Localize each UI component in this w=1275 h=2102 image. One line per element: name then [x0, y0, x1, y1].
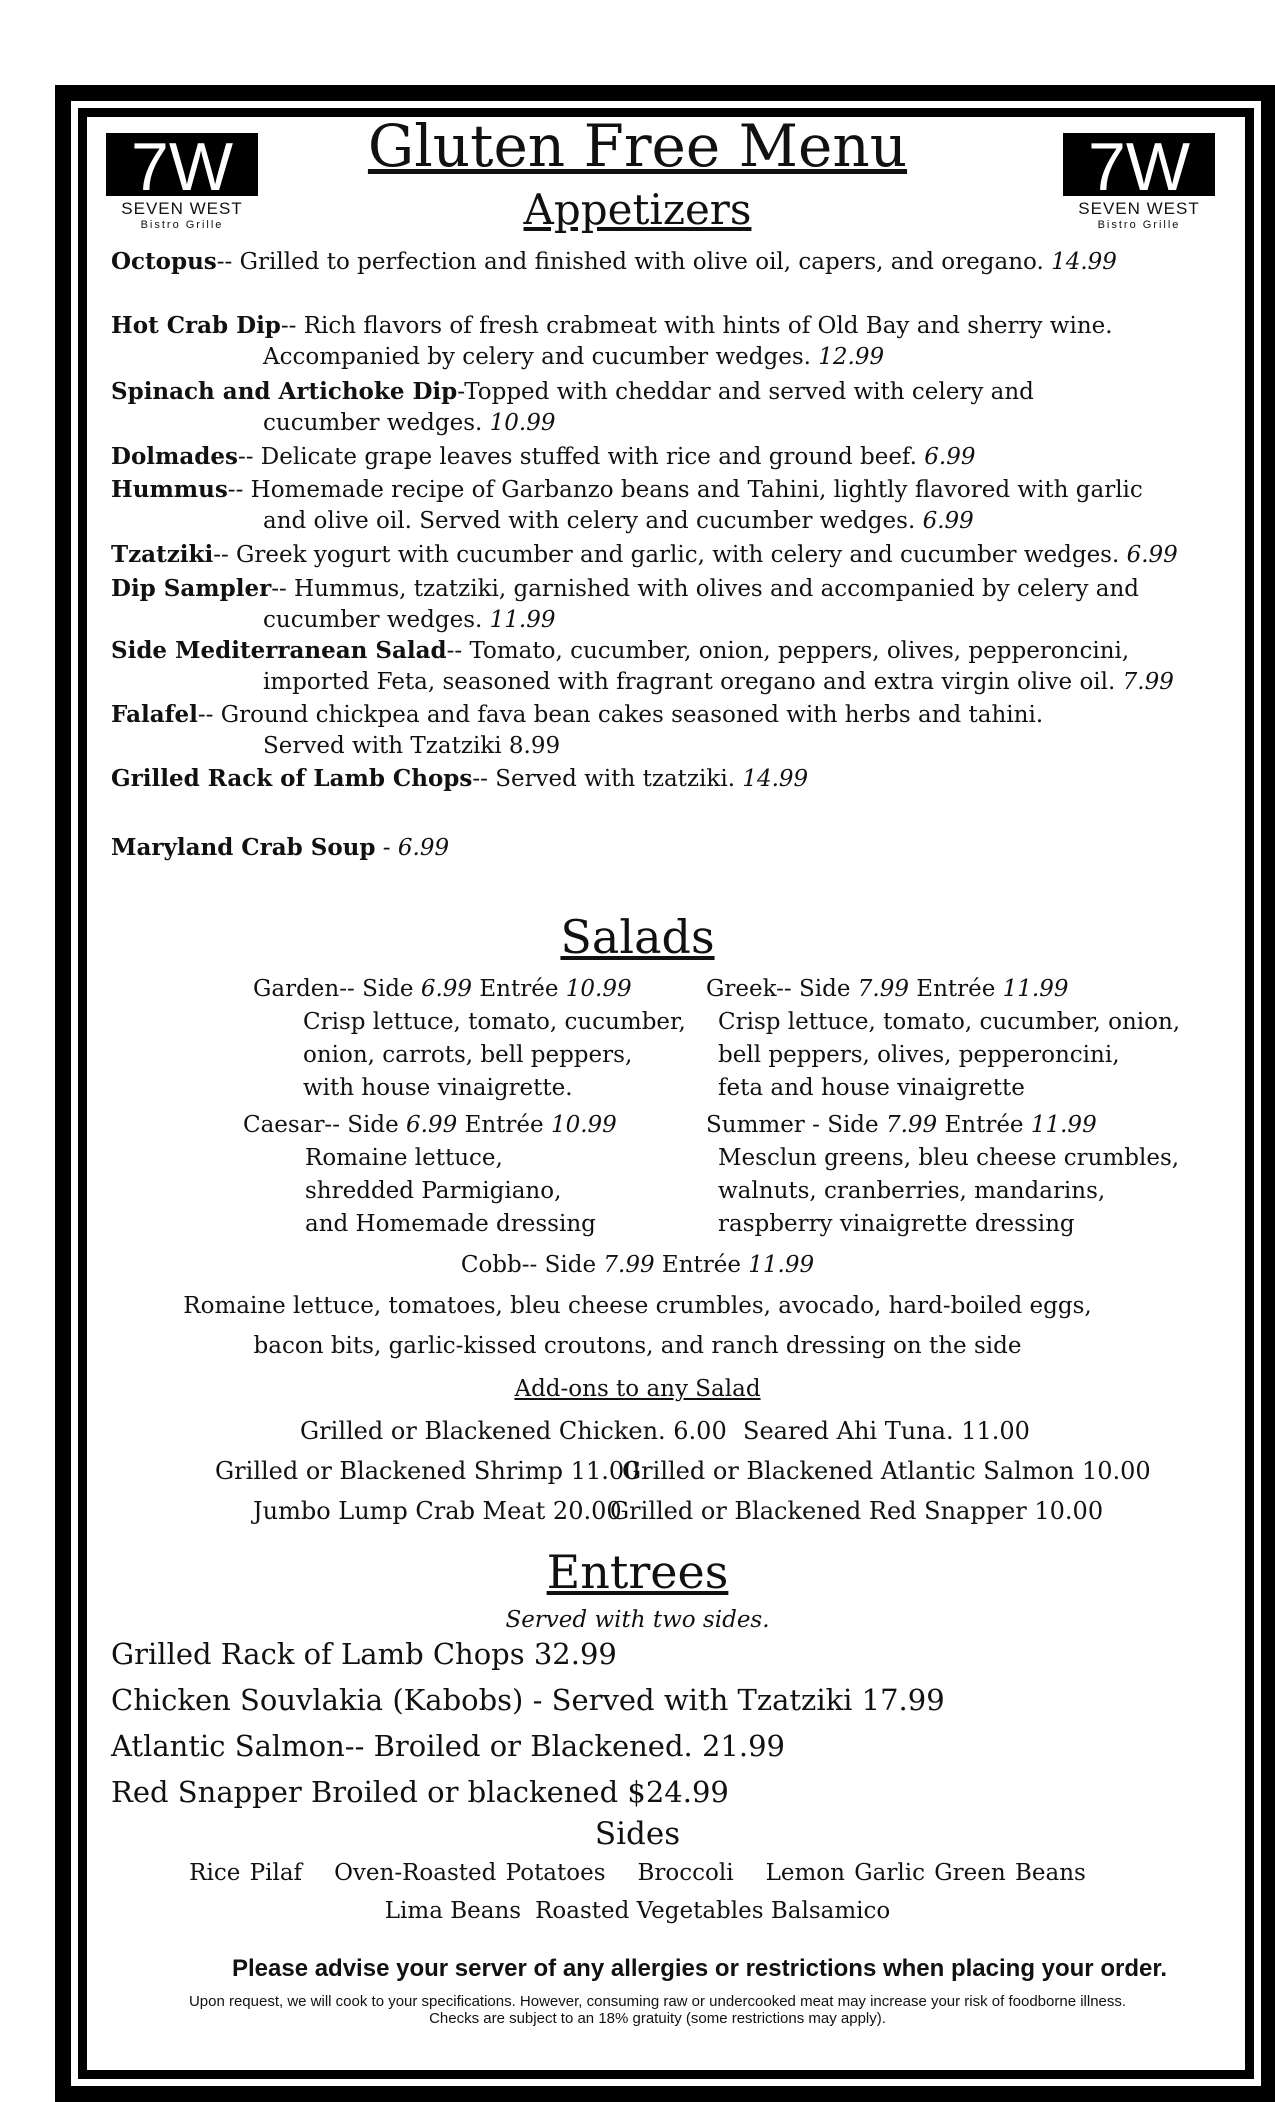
- salad-side-price: 6.99: [420, 976, 473, 1002]
- appetizer-name: Spinach and Artichoke Dip: [111, 378, 458, 405]
- side-item: Lemon Garlic Green Beans: [765, 1860, 1086, 1886]
- salad-description-line: Romaine lettuce, tomatoes, bleu cheese crumbles, avocado, hard-boiled eggs,: [183, 1293, 1092, 1319]
- salad-entree-label: Entrée: [661, 1252, 741, 1278]
- salad-name: Cobb-- Side: [460, 1252, 597, 1278]
- disclaimer-line-2: Checks are subject to an 18% gratuity (some restrictions may apply).: [429, 2010, 886, 2027]
- appetizer-price: 14.99: [742, 766, 809, 792]
- appetizer-item: [111, 575, 1139, 604]
- appetizer-item: [111, 834, 449, 863]
- appetizer-desc-continued: [263, 410, 555, 438]
- appetizer-price: 6.99: [1126, 542, 1178, 568]
- appetizer-price: 7.99: [1122, 669, 1174, 695]
- appetizer-desc-line-2: Accompanied by celery and cucumber wedges.: [263, 344, 811, 370]
- salad-side-price: 6.99: [406, 1112, 458, 1138]
- salad-entree-price: 10.99: [565, 976, 632, 1002]
- appetizer-desc: -- Hummus, tzatziki, garnished with olives and accompanied by celery and: [271, 576, 1140, 602]
- entrees-note: Served with two sides.: [505, 1607, 770, 1633]
- appetizer-name: Octopus: [111, 248, 217, 275]
- side-item: Rice Pilaf: [189, 1860, 303, 1886]
- sides-row: [0, 1898, 1275, 1926]
- salad-entree-price: 11.99: [748, 1252, 815, 1278]
- appetizer-price: 11.99: [489, 607, 556, 633]
- sides-row: [0, 1860, 1275, 1888]
- appetizer-item: [111, 701, 1043, 730]
- appetizer-item: [111, 312, 1113, 341]
- disclaimer-line-1: Upon request, we will cook to your specifications. However, consuming raw or undercooked meat may increase your risk of foodborne illness.: [188, 1993, 1127, 2010]
- salad-entree-price: 11.99: [1002, 976, 1069, 1002]
- appetizer-desc-line-2: Served with Tzatziki 8.99: [263, 733, 561, 759]
- allergy-notice: Please advise your server of any allergies or restrictions when placing your order.: [231, 1955, 1168, 1982]
- appetizer-desc: -- Grilled to perfection and finished with olive oil, capers, and oregano.: [216, 249, 1044, 275]
- appetizer-item: [111, 248, 1117, 277]
- appetizer-name: Dolmades: [111, 443, 238, 470]
- brand-sub: Bistro Grille: [140, 219, 224, 231]
- appetizer-desc: -- Greek yogurt with cucumber and garlic, with celery and cucumber wedges.: [213, 542, 1120, 568]
- appetizer-desc: -: [375, 835, 398, 861]
- addon-item: Grilled or Blackened Shrimp 11.00: [215, 1457, 640, 1485]
- appetizer-desc-line-2: cucumber wedges.: [263, 410, 483, 436]
- appetizer-name: Maryland Crab Soup: [111, 834, 376, 861]
- appetizer-name: Hummus: [111, 476, 228, 503]
- salad-cobb-header: [0, 1252, 1275, 1280]
- brand-name: SEVEN WEST: [121, 199, 243, 218]
- salad-side-price: 7.99: [603, 1252, 655, 1278]
- appetizer-desc-continued: [263, 508, 974, 536]
- salad-summer-header: [706, 1112, 1097, 1140]
- addon-item: Grilled or Blackened Chicken. 6.00: [300, 1417, 727, 1445]
- appetizer-desc-line-2: cucumber wedges.: [263, 607, 483, 633]
- appetizer-desc-continued: [263, 607, 555, 635]
- appetizer-desc-line-2: and olive oil. Served with celery and cucumber wedges.: [263, 508, 916, 534]
- salad-description-line: bell peppers, olives, pepperoncini,: [718, 1042, 1120, 1068]
- appetizer-name: Grilled Rack of Lamb Chops: [111, 765, 473, 792]
- appetizer-name: Side Mediterranean Salad: [111, 637, 447, 664]
- side-item: Lima Beans: [384, 1898, 522, 1924]
- addon-item: Seared Ahi Tuna. 11.00: [743, 1417, 1030, 1445]
- salad-caesar-header: [243, 1112, 617, 1140]
- appetizer-name: Falafel: [111, 701, 198, 728]
- appetizer-item: [111, 443, 975, 472]
- appetizer-item: [111, 476, 1143, 505]
- salad-garden-header: [253, 976, 632, 1004]
- salad-description-line: bacon bits, garlic-kissed croutons, and ranch dressing on the side: [253, 1333, 1022, 1359]
- appetizer-desc: -- Rich flavors of fresh crabmeat with hints of Old Bay and sherry wine.: [280, 313, 1113, 339]
- salad-name: Garden-- Side: [253, 976, 414, 1002]
- brand-name: SEVEN WEST: [1078, 199, 1200, 218]
- svg-text:7W: 7W: [1088, 133, 1190, 196]
- salad-name: Caesar-- Side: [243, 1112, 399, 1138]
- salad-description-line: with house vinaigrette.: [303, 1075, 573, 1101]
- salad-description-line: raspberry vinaigrette dressing: [718, 1211, 1075, 1237]
- addon-item: Grilled or Blackened Atlantic Salmon 10.00: [622, 1457, 1151, 1485]
- salad-name: Summer - Side: [706, 1112, 879, 1138]
- appetizer-item: [111, 378, 1034, 407]
- svg-text:7W: 7W: [131, 133, 233, 196]
- appetizer-item: [111, 637, 1129, 666]
- salad-description-line: Crisp lettuce, tomato, cucumber,: [303, 1009, 686, 1035]
- addon-item: Jumbo Lump Crab Meat 20.00: [253, 1497, 622, 1525]
- salad-entree-label: Entrée: [916, 976, 996, 1002]
- appetizer-item: [111, 541, 1178, 570]
- appetizer-desc: -Topped with cheddar and served with celery and: [457, 379, 1034, 405]
- salad-description-line: Mesclun greens, bleu cheese crumbles,: [718, 1145, 1180, 1171]
- salad-entree-label: Entrée: [464, 1112, 544, 1138]
- salad-description-line: and Homemade dressing: [305, 1211, 596, 1237]
- sides-heading: Sides: [594, 1816, 681, 1852]
- appetizers-heading: Appetizers: [523, 185, 752, 234]
- appetizer-name: Dip Sampler: [111, 575, 272, 602]
- entree-item: Grilled Rack of Lamb Chops 32.99: [111, 1637, 617, 1671]
- side-item: Broccoli: [637, 1860, 734, 1886]
- entrees-heading: Entrees: [546, 1545, 729, 1599]
- salad-description-line: Romaine lettuce,: [305, 1145, 503, 1171]
- salads-heading: Salads: [560, 910, 715, 964]
- addon-item: Grilled or Blackened Red Snapper 10.00: [610, 1497, 1104, 1525]
- salad-description-line: Crisp lettuce, tomato, cucumber, onion,: [718, 1009, 1181, 1035]
- salad-entree-price: 10.99: [550, 1112, 617, 1138]
- side-item: Roasted Vegetables Balsamico: [535, 1898, 891, 1924]
- appetizer-price: 6.99: [924, 444, 976, 470]
- appetizer-desc: -- Served with tzatziki.: [472, 766, 736, 792]
- appetizer-desc: -- Tomato, cucumber, onion, peppers, olives, pepperoncini,: [446, 638, 1130, 664]
- appetizer-desc: -- Homemade recipe of Garbanzo beans and Tahini, lightly flavored with garlic: [227, 477, 1143, 503]
- appetizer-desc: -- Delicate grape leaves stuffed with rice and ground beef.: [237, 444, 917, 470]
- appetizer-price: 10.99: [489, 410, 556, 436]
- appetizer-price: 6.99: [922, 508, 974, 534]
- appetizer-desc-continued: [263, 733, 560, 761]
- entree-item: Atlantic Salmon-- Broiled or Blackened. 21.99: [111, 1729, 785, 1763]
- salad-greek-header: [706, 976, 1069, 1004]
- entree-item: Chicken Souvlakia (Kabobs) - Served with Tzatziki 17.99: [111, 1683, 945, 1717]
- appetizer-price: 14.99: [1051, 249, 1117, 275]
- salad-name: Greek-- Side: [706, 976, 851, 1002]
- appetizer-item: [111, 765, 808, 794]
- appetizer-price: 6.99: [397, 835, 450, 861]
- appetizer-price: 12.99: [818, 344, 885, 370]
- salad-side-price: 7.99: [885, 1112, 938, 1138]
- salad-entree-label: Entrée: [944, 1112, 1024, 1138]
- salad-entree-price: 11.99: [1030, 1112, 1097, 1138]
- salad-description-line: walnuts, cranberries, mandarins,: [718, 1178, 1106, 1204]
- entree-item: Red Snapper Broiled or blackened $24.99: [111, 1775, 729, 1809]
- salad-description-line: shredded Parmigiano,: [305, 1178, 562, 1204]
- side-item: Oven-Roasted Potatoes: [334, 1860, 606, 1886]
- salad-side-price: 7.99: [857, 976, 909, 1002]
- appetizer-name: Hot Crab Dip: [111, 312, 281, 339]
- page-title: Gluten Free Menu: [367, 112, 908, 180]
- appetizer-desc-continued: [263, 669, 1174, 697]
- addons-heading: Add-ons to any Salad: [514, 1376, 761, 1402]
- appetizer-desc-line-2: imported Feta, seasoned with fragrant oregano and extra virgin olive oil.: [263, 669, 1116, 695]
- salad-entree-label: Entrée: [479, 976, 559, 1002]
- appetizer-name: Tzatziki: [111, 541, 214, 568]
- appetizer-desc: -- Ground chickpea and fava bean cakes seasoned with herbs and tahini.: [197, 702, 1044, 728]
- salad-description-line: feta and house vinaigrette: [718, 1075, 1025, 1101]
- brand-sub: Bistro Grille: [1097, 219, 1181, 231]
- salad-description-line: onion, carrots, bell peppers,: [303, 1042, 633, 1068]
- appetizer-desc-continued: [263, 344, 884, 372]
